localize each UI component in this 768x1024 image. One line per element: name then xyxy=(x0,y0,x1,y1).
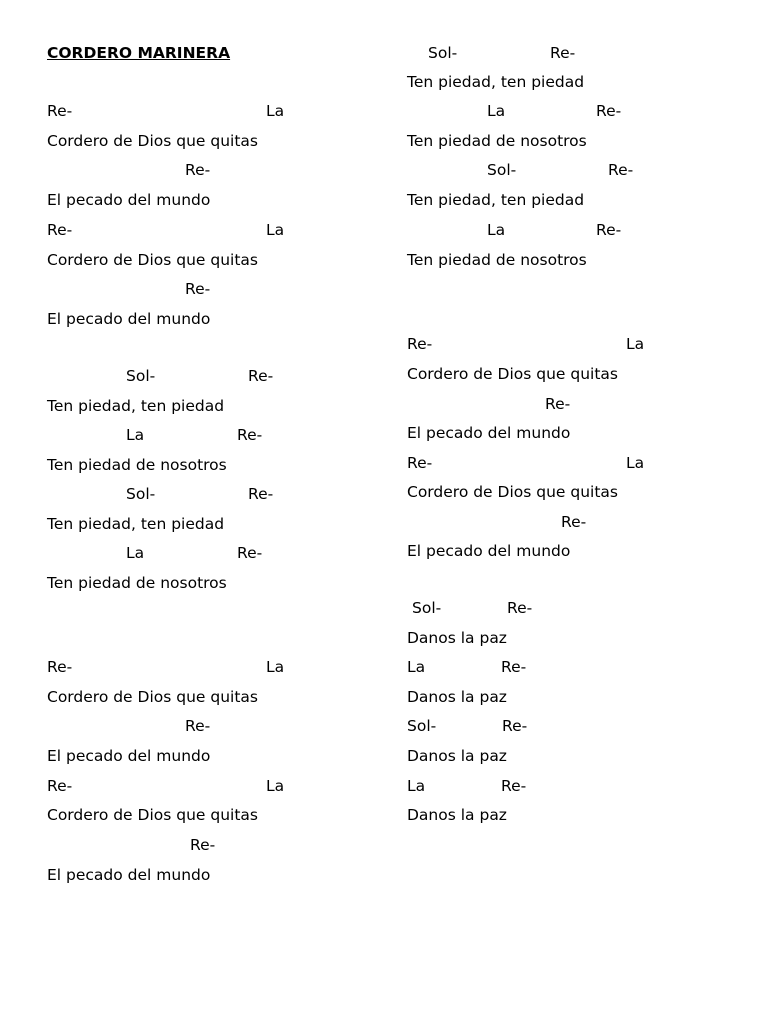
chord-label: Sol- xyxy=(487,161,517,179)
chord-label: Re- xyxy=(190,836,216,854)
chord-label: Re- xyxy=(47,777,73,795)
chord-label: La xyxy=(407,658,426,676)
lyric-line: Danos la paz xyxy=(407,629,507,647)
lyric-line: Cordero de Dios que quitas xyxy=(47,806,258,824)
lyric-line: Danos la paz xyxy=(407,747,507,765)
chord-label: La xyxy=(126,426,145,444)
lyric-line: Cordero de Dios que quitas xyxy=(47,688,258,706)
chord-label: La xyxy=(266,658,285,676)
lyric-line: Ten piedad de nosotros xyxy=(407,251,587,269)
lyric-line: El pecado del mundo xyxy=(47,747,211,765)
chord-label: Re- xyxy=(550,44,576,62)
lyric-line: El pecado del mundo xyxy=(47,310,211,328)
lyric-line: Ten piedad de nosotros xyxy=(47,574,227,592)
lyric-line: Ten piedad de nosotros xyxy=(47,456,227,474)
chord-label: La xyxy=(266,102,285,120)
lyric-line: Ten piedad, ten piedad xyxy=(407,191,585,209)
lyric-line: Ten piedad, ten piedad xyxy=(407,73,585,91)
chord-label: La xyxy=(266,221,285,239)
chord-label: Re- xyxy=(502,717,528,735)
chord-label: Re- xyxy=(185,280,211,298)
chord-label: Sol- xyxy=(126,485,156,503)
lyric-line: Cordero de Dios que quitas xyxy=(407,483,618,501)
chord-label: Re- xyxy=(248,367,274,385)
chord-label: Re- xyxy=(248,485,274,503)
chord-label: La xyxy=(266,777,285,795)
lyric-line: Cordero de Dios que quitas xyxy=(47,132,258,150)
lyric-line: El pecado del mundo xyxy=(47,191,211,209)
chord-label: La xyxy=(487,221,506,239)
chord-label: Sol- xyxy=(126,367,156,385)
song-title: CORDERO MARINERA xyxy=(47,44,231,62)
chord-label: La xyxy=(487,102,506,120)
chord-label: Re- xyxy=(608,161,634,179)
chord-label: Re- xyxy=(47,658,73,676)
chord-label: Re- xyxy=(237,426,263,444)
chord-label: Re- xyxy=(185,717,211,735)
chord-label: La xyxy=(126,544,145,562)
chord-label: Sol- xyxy=(428,44,458,62)
chord-label: Sol- xyxy=(412,599,442,617)
lyric-line: Ten piedad, ten piedad xyxy=(47,515,225,533)
chord-label: Re- xyxy=(47,102,73,120)
lyric-line: Cordero de Dios que quitas xyxy=(47,251,258,269)
lyric-line: El pecado del mundo xyxy=(47,866,211,884)
lyric-line: El pecado del mundo xyxy=(407,542,571,560)
chord-label: Re- xyxy=(47,221,73,239)
lyric-line: Cordero de Dios que quitas xyxy=(407,365,618,383)
lyric-line: Danos la paz xyxy=(407,688,507,706)
chord-label: Re- xyxy=(501,658,527,676)
chord-label: La xyxy=(407,777,426,795)
lyric-line: Ten piedad de nosotros xyxy=(407,132,587,150)
chord-label: Re- xyxy=(407,454,433,472)
lyric-line: Ten piedad, ten piedad xyxy=(47,397,225,415)
chord-label: Re- xyxy=(561,513,587,531)
lyric-line: El pecado del mundo xyxy=(407,424,571,442)
chord-label: La xyxy=(626,454,645,472)
chord-label: Re- xyxy=(185,161,211,179)
chord-label: Re- xyxy=(507,599,533,617)
lyric-line: Danos la paz xyxy=(407,806,507,824)
chord-label: La xyxy=(626,335,645,353)
chord-label: Sol- xyxy=(407,717,437,735)
chord-label: Re- xyxy=(545,395,571,413)
chord-label: Re- xyxy=(237,544,263,562)
chord-label: Re- xyxy=(596,221,622,239)
chord-label: Re- xyxy=(596,102,622,120)
chord-label: Re- xyxy=(407,335,433,353)
chord-label: Re- xyxy=(501,777,527,795)
